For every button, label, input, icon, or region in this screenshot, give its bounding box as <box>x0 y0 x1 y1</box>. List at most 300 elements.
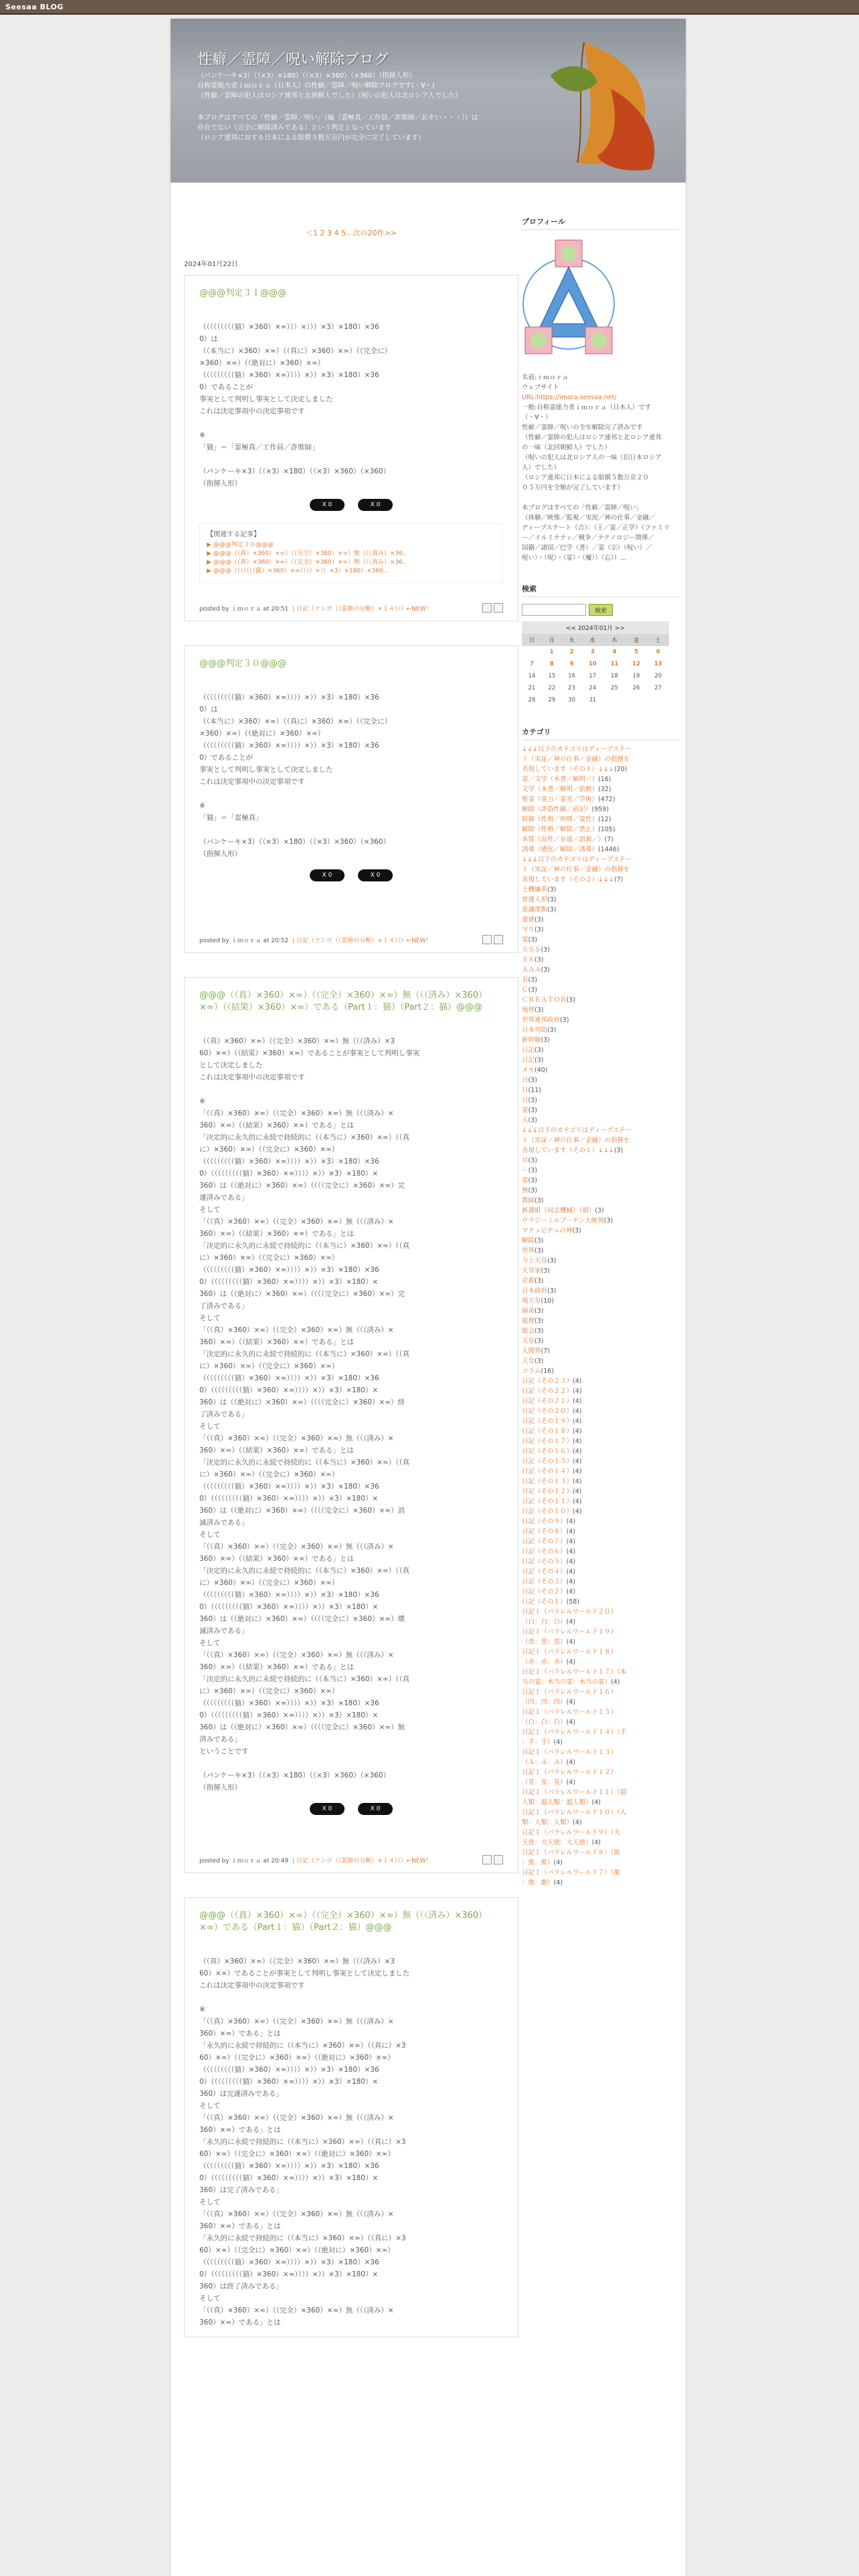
calendar-day[interactable]: 10 <box>588 661 597 667</box>
category-item[interactable] <box>522 774 679 784</box>
category-item[interactable] <box>522 1156 679 1166</box>
category-item[interactable] <box>522 1677 679 1687</box>
category-item[interactable] <box>522 1186 679 1196</box>
category-label[interactable]: 解除 <box>522 1237 535 1245</box>
category-item[interactable] <box>522 1687 679 1697</box>
category-item[interactable] <box>522 955 679 965</box>
category-label[interactable]: 類：人類：人類） <box>522 1819 573 1826</box>
category-item[interactable] <box>522 1547 679 1557</box>
blog-title[interactable]: 性癖／霊障／呪い解除ブログ <box>197 51 389 68</box>
comment-icon[interactable] <box>482 1855 492 1864</box>
profile-section <box>522 216 679 563</box>
category-item[interactable] <box>522 1276 679 1286</box>
calendar-weekday: 月 <box>542 634 562 646</box>
category-item[interactable] <box>522 1256 679 1266</box>
category-item[interactable] <box>522 1838 679 1848</box>
category-item[interactable] <box>522 1025 679 1035</box>
category-label[interactable]: 天皇 <box>522 1358 535 1365</box>
category-item[interactable] <box>522 1206 679 1216</box>
category-item[interactable] <box>522 1557 679 1567</box>
calendar-day: 19 <box>632 673 640 679</box>
search-input[interactable] <box>522 604 586 616</box>
category-label[interactable]: 現天皇 <box>522 1297 541 1305</box>
category-label[interactable]: 日記 <box>522 1057 535 1064</box>
category-label[interactable]: 日記１（パラレルワールド２０） <box>522 1608 617 1616</box>
category-item[interactable] <box>522 1567 679 1577</box>
category-label[interactable]: 日記（その９） <box>522 1518 567 1525</box>
category-label[interactable]: 日記（その８） <box>522 1528 567 1535</box>
category-item[interactable] <box>522 915 679 925</box>
category-item[interactable] <box>522 1136 679 1146</box>
category-label[interactable]: 日記（その１） <box>522 1598 567 1606</box>
category-label[interactable]: マチュピチュの神 <box>522 1227 573 1235</box>
calendar-caption[interactable]: << 2024年01月 >> <box>522 621 669 634</box>
category-item[interactable] <box>522 1727 679 1737</box>
article-title[interactable]: @@@判定３１@@@ <box>199 288 287 298</box>
category-item[interactable] <box>522 1406 679 1416</box>
category-label[interactable]: 日本政府 <box>522 1287 548 1295</box>
category-item[interactable] <box>522 1346 679 1356</box>
calendar-day[interactable]: 11 <box>610 661 619 667</box>
category-label[interactable]: 霊／文学（本書／解明／） <box>522 776 599 783</box>
calendar-day[interactable]: 8 <box>549 661 554 667</box>
category-link[interactable]: | 日記（ナンボ（（霊障の分断）×１４）））←NEW！ <box>292 1857 432 1864</box>
category-label[interactable]: （四：四：四） <box>522 1699 567 1706</box>
category-item[interactable] <box>522 1477 679 1487</box>
body-line: 360）は完遂済みである」 <box>199 2090 284 2098</box>
x-share-button[interactable]: X 0 <box>310 869 345 881</box>
category-item[interactable] <box>522 1085 679 1095</box>
category-item[interactable] <box>522 1707 679 1717</box>
pagination[interactable]: ＜1 2 3 4 5.. 次の20件>> <box>306 229 397 237</box>
category-heading: カテゴリ <box>522 726 679 740</box>
body-line: 360）は（（絶対に）×360）×∞）（（（（完全に）×360）×∞）完 <box>199 1182 405 1190</box>
category-label[interactable]: 人 <box>522 1117 529 1124</box>
trackback-icon[interactable] <box>494 603 503 613</box>
article-title[interactable]: @@@判定３０@@@ <box>199 659 287 669</box>
comment-icon[interactable] <box>482 935 492 944</box>
category-label[interactable]: 日記１（パラレルワールド７）（龍 <box>522 1869 620 1876</box>
calendar-day: 16 <box>568 673 575 679</box>
category-label[interactable]: 日記１（パラレルワールド１９） <box>522 1628 617 1636</box>
category-label[interactable]: 日記（その１２） <box>522 1488 573 1495</box>
desc-line: 存在でない（完全に解除済みである）という判定となっています <box>197 124 391 132</box>
category-label[interactable]: 日 <box>522 1097 529 1104</box>
category-label[interactable]: 日記１（パラレルワールド１１）（超 <box>522 1789 627 1796</box>
category-label[interactable]: 上機嫌系 <box>522 886 548 893</box>
calendar-day[interactable]: 9 <box>569 661 574 667</box>
category-label[interactable]: 日記（その５） <box>522 1558 567 1566</box>
category-label[interactable]: メモ <box>522 1067 535 1074</box>
category-label[interactable]: ウラジーミルプーチン大統領 <box>522 1217 604 1224</box>
category-label[interactable]: （星：星：星） <box>522 1779 567 1786</box>
category-item[interactable] <box>522 784 679 794</box>
posted-by: posted by ｉｍｏｒａ at 20:51 <box>199 605 289 613</box>
category-item[interactable] <box>522 1115 679 1125</box>
category-item[interactable] <box>522 1366 679 1376</box>
category-label[interactable]: ー <box>522 1167 529 1174</box>
category-item[interactable] <box>522 1808 679 1818</box>
category-count: (3) <box>541 1037 550 1044</box>
x-share-button[interactable]: X 0 <box>358 869 393 881</box>
calendar-day[interactable]: 1 <box>549 649 554 655</box>
category-label[interactable]: 日記（その１０） <box>522 1508 573 1515</box>
category-count: (4) <box>566 1779 575 1786</box>
category-item[interactable] <box>522 1637 679 1647</box>
category-item[interactable] <box>522 895 679 905</box>
category-count: (10) <box>541 1297 555 1305</box>
category-item[interactable] <box>522 1497 679 1507</box>
category-item[interactable] <box>522 965 679 975</box>
calendar-day[interactable]: 7 <box>529 661 534 667</box>
category-label[interactable]: 表現しています（その１）↓↓↓ <box>522 766 614 773</box>
category-label[interactable]: コラム <box>522 1368 541 1375</box>
category-item[interactable] <box>522 1436 679 1446</box>
category-label[interactable]: 新幹線 <box>522 1037 541 1044</box>
category-label[interactable]: 霊 <box>522 1177 529 1184</box>
category-count: (3) <box>535 1057 544 1064</box>
category-label[interactable]: 日記１（パラレルワールド１０）（人 <box>522 1809 627 1816</box>
category-label[interactable]: ↓↓↓以下のカテゴリはディープステー <box>522 856 632 863</box>
category-item[interactable] <box>522 835 679 845</box>
category-label[interactable]: 普通人形 <box>522 896 548 903</box>
category-item[interactable] <box>522 1286 679 1296</box>
related-link[interactable]: ▶ @@@（（真）×360）×∞）（（完全）×360）×∞）無（（（真み）×36.. <box>207 550 407 557</box>
category-item[interactable] <box>522 1226 679 1236</box>
category-item[interactable] <box>522 1216 679 1226</box>
category-label[interactable]: 日記１（パラレルワールド９）（大 <box>522 1829 620 1836</box>
calendar-day[interactable]: 12 <box>632 661 640 667</box>
category-item[interactable] <box>522 764 679 774</box>
category-label[interactable]: 霊 <box>522 936 529 944</box>
category-item[interactable] <box>522 1697 679 1707</box>
category-item[interactable] <box>522 995 679 1005</box>
seesaa-logo[interactable]: Seesaa BLOG <box>5 2 64 11</box>
category-item[interactable] <box>522 1316 679 1326</box>
category-label[interactable]: ト（実証／神の仕事／金融）の指揮を <box>522 756 630 763</box>
category-label[interactable]: 道徳 <box>522 916 535 924</box>
category-item[interactable] <box>522 1246 679 1256</box>
calendar-day[interactable]: 5 <box>634 649 638 655</box>
category-label[interactable]: ＳＳＳ <box>522 946 541 954</box>
body-line: 360）は完了済みである」 <box>199 2186 284 2194</box>
body-line: に）×360）×∞）（（完全に）×360）×∞） <box>199 1687 339 1695</box>
category-count: (3) <box>535 956 544 964</box>
calendar-day[interactable]: 6 <box>656 649 660 655</box>
category-item[interactable] <box>522 945 679 955</box>
body-line: 360）は（（絶対に）×360）×∞）（（（（完全に）×360）×∞）完 <box>199 1290 405 1298</box>
category-label[interactable]: ＳＳ <box>522 956 535 964</box>
category-count: (3) <box>535 1277 544 1285</box>
category-label[interactable]: ：龍：龍） <box>522 1879 554 1887</box>
category-label[interactable]: 日記（その２０） <box>522 1408 573 1415</box>
x-share-button[interactable]: X 0 <box>310 499 345 511</box>
category-label[interactable]: 日記（その１９） <box>522 1418 573 1425</box>
category-item[interactable] <box>522 1446 679 1457</box>
category-label[interactable]: 意識運動 <box>522 906 548 914</box>
category-label[interactable]: 総会 <box>522 1327 535 1335</box>
category-label[interactable]: （白：白：白） <box>522 1719 567 1726</box>
category-item[interactable] <box>522 1045 679 1055</box>
category-item[interactable] <box>522 1767 679 1778</box>
comment-icon[interactable] <box>482 603 492 613</box>
category-label[interactable]: 日記（その２２） <box>522 1388 573 1395</box>
category-item[interactable] <box>522 1537 679 1547</box>
category-item[interactable] <box>522 935 679 945</box>
category-label[interactable]: 日本列島 <box>522 1027 548 1034</box>
category-item[interactable] <box>522 1426 679 1436</box>
category-label[interactable]: 解除（性格／解除／禁止） <box>522 826 599 833</box>
category-label[interactable]: 日記（その７） <box>522 1538 567 1545</box>
category-item[interactable] <box>522 1075 679 1085</box>
category-item[interactable] <box>522 1035 679 1045</box>
category-item[interactable] <box>522 905 679 915</box>
trackback-icon[interactable] <box>494 1855 503 1864</box>
category-label[interactable]: 日 <box>522 1087 529 1094</box>
category-item[interactable] <box>522 1828 679 1838</box>
category-label[interactable]: 日記（その１５） <box>522 1458 573 1465</box>
category-item[interactable] <box>522 1416 679 1426</box>
category-label[interactable]: 当の霊：本当の霊：本当の霊） <box>522 1679 611 1686</box>
profile-line[interactable]: URL:https://imora.seesaa.net/ <box>522 394 617 401</box>
category-item[interactable] <box>522 1657 679 1667</box>
category-label[interactable]: 日記（その２１） <box>522 1398 573 1405</box>
category-label[interactable]: 日記（その１６） <box>522 1448 573 1455</box>
body-line: （（（（（（（（（猫）×360）×∞）））×）））×3）×180）×36 <box>199 323 379 331</box>
category-label[interactable]: 日記１（パラレルワールド１４）（手 <box>522 1729 627 1736</box>
category-item[interactable] <box>522 1667 679 1677</box>
trackback-icon[interactable] <box>494 935 503 944</box>
article-title[interactable]: @@@（（真）×360）×∞）（（完全）×360）×∞）無（（（済み）×360）×∞）（（結果）×360）×∞）である（Part１：猫）（Part２：猫）@@@ <box>199 990 488 1012</box>
category-item[interactable] <box>522 845 679 855</box>
category-label[interactable]: ：手：手） <box>522 1739 554 1746</box>
category-label[interactable]: 表現しています（その２）↓↓↓ <box>522 876 614 883</box>
category-label[interactable]: 日記 <box>522 1047 535 1054</box>
category-item[interactable] <box>522 1146 679 1156</box>
category-item[interactable] <box>522 1356 679 1366</box>
category-item[interactable] <box>522 865 679 875</box>
category-item[interactable] <box>522 1166 679 1176</box>
category-item[interactable] <box>522 1005 679 1015</box>
category-label[interactable]: 日記（その１１） <box>522 1498 573 1505</box>
category-item[interactable] <box>522 1176 679 1186</box>
category-label[interactable]: 日記１（パラレルワールド１５） <box>522 1709 617 1716</box>
related-link[interactable]: ▶ @@@（（（（（（（猫）×360）×∞））））×））×3）×180）×360... <box>207 568 389 574</box>
category-item[interactable] <box>522 1517 679 1527</box>
category-item[interactable] <box>522 1396 679 1406</box>
category-item[interactable] <box>522 1647 679 1657</box>
category-item[interactable] <box>522 1236 679 1246</box>
category-label[interactable]: ０ <box>522 1157 529 1164</box>
category-item[interactable] <box>522 825 679 835</box>
category-label[interactable]: ↓↓↓以下のカテゴリはディープステー <box>522 746 632 753</box>
category-count: (959) <box>591 806 609 813</box>
category-item[interactable] <box>522 1597 679 1607</box>
category-item[interactable] <box>522 855 679 865</box>
category-item[interactable] <box>522 1858 679 1868</box>
related-link[interactable]: ▶ @@@（（真）×360）×∞）（（完全）×360）×∞）無（（（真み）×36.. <box>207 559 407 566</box>
category-label[interactable]: 日記（その２３） <box>522 1378 573 1385</box>
body-line: 事実として判明し事実として決定しました <box>199 395 333 403</box>
category-label[interactable]: （黒：黒：黒） <box>522 1638 567 1646</box>
category-label[interactable]: 日記１（パラレルワールド８）（熊 <box>522 1849 620 1856</box>
category-item[interactable] <box>522 1055 679 1065</box>
category-label[interactable]: ↓↓↓以下のカテゴリはディープステー <box>522 1127 632 1134</box>
category-label[interactable]: 人間界 <box>522 1348 541 1355</box>
category-label[interactable]: 無 <box>522 1187 529 1194</box>
category-item[interactable] <box>522 794 679 804</box>
category-item[interactable] <box>522 885 679 895</box>
category-label[interactable]: ト（実証／神の仕事／金融）の指揮を <box>522 866 630 873</box>
post-date: 2024年01月22日 <box>184 261 238 268</box>
category-item[interactable] <box>522 1878 679 1888</box>
category-item[interactable] <box>522 1848 679 1858</box>
category-item[interactable] <box>522 1467 679 1477</box>
category-item[interactable] <box>522 1507 679 1517</box>
category-label[interactable]: 霊 <box>522 1107 529 1114</box>
category-label[interactable]: 総理 <box>522 1317 535 1325</box>
category-label[interactable]: 天皇 <box>522 1337 535 1345</box>
category-item[interactable] <box>522 1376 679 1386</box>
category-item[interactable] <box>522 744 679 754</box>
category-label[interactable]: 人類：超人類：超人類） <box>522 1799 592 1806</box>
category-item[interactable] <box>522 1747 679 1757</box>
category-item[interactable] <box>522 1326 679 1336</box>
category-label[interactable]: 聖霊（霊力／霊光／学術） <box>522 796 599 803</box>
category-label[interactable]: 解除（詐偽性癖／前記） <box>522 806 592 813</box>
category-item[interactable] <box>522 1487 679 1497</box>
category-item[interactable] <box>522 1095 679 1105</box>
category-label[interactable]: 本質（品性／歩道／語源／） <box>522 836 605 843</box>
category-label[interactable]: 日記１（パラレルワールド１２） <box>522 1769 617 1776</box>
category-label[interactable]: 守り <box>522 926 535 934</box>
category-label[interactable]: 表現しています（その１）↓↓↓ <box>522 1147 614 1154</box>
category-item[interactable] <box>522 1105 679 1115</box>
category-item[interactable] <box>522 1617 679 1627</box>
category-item[interactable] <box>522 925 679 935</box>
category-item[interactable] <box>522 1798 679 1808</box>
category-label[interactable]: Ｃ <box>522 986 529 994</box>
category-item[interactable] <box>522 815 679 825</box>
category-label[interactable]: 地理 <box>522 1006 535 1014</box>
category-label[interactable]: Ｂ <box>522 976 529 984</box>
category-label[interactable]: 教師 <box>522 1197 535 1204</box>
category-item[interactable] <box>522 1306 679 1316</box>
category-label[interactable]: 日記（その１７） <box>522 1438 573 1445</box>
x-share-button[interactable]: X 0 <box>310 1803 345 1815</box>
category-item[interactable] <box>522 1577 679 1587</box>
category-label[interactable]: ＡＡＡ <box>522 966 541 974</box>
category-item[interactable] <box>522 1717 679 1727</box>
category-label[interactable]: 日記（その６） <box>522 1548 567 1555</box>
category-item[interactable] <box>522 1607 679 1617</box>
category-label[interactable]: 日記１（パラレルワールド１７）（本 <box>522 1669 627 1676</box>
category-label[interactable]: 天皇家 <box>522 1267 541 1275</box>
category-label[interactable]: 防御（性格／仲間／霊性） <box>522 816 599 823</box>
category-label[interactable]: ：熊：熊） <box>522 1859 554 1866</box>
category-item[interactable] <box>522 1457 679 1467</box>
category-link[interactable]: | 日記（ナンボ（（霊障の分断）×１４）））←NEW！ <box>292 937 432 944</box>
category-label[interactable]: （赤：赤：赤） <box>522 1658 567 1666</box>
category-item[interactable] <box>522 1196 679 1206</box>
category-item[interactable] <box>522 1587 679 1597</box>
category-label[interactable]: （Ａ：Ａ：Ａ） <box>522 1759 567 1766</box>
x-share-button[interactable]: X 0 <box>358 499 393 511</box>
category-item[interactable] <box>522 1778 679 1788</box>
calendar-day[interactable]: 4 <box>612 649 617 655</box>
category-item[interactable] <box>522 1788 679 1798</box>
category-item[interactable] <box>522 875 679 885</box>
x-share-button[interactable]: X 0 <box>358 1803 393 1815</box>
category-item[interactable] <box>522 1266 679 1276</box>
body-line: 「決定的に永久的に永続で持続的に（（本当に）×360）×∞）（（真 <box>199 1242 410 1250</box>
category-label[interactable]: 世界連邦政府 <box>522 1016 561 1024</box>
category-label[interactable]: 日記１（パラレルワールド１６） <box>522 1689 617 1696</box>
category-item[interactable] <box>522 1125 679 1136</box>
category-label[interactable]: 日記（その４） <box>522 1568 567 1576</box>
category-item[interactable] <box>522 754 679 764</box>
article-meta <box>199 603 503 613</box>
category-label[interactable]: ト（実証／神の仕事／金融）の指揮を <box>522 1137 630 1144</box>
category-link[interactable]: | 日記（ナンボ（（霊障の分断）×１４）））←NEW！ <box>292 605 432 613</box>
category-label[interactable]: 新選組（同志機械）（頭） <box>522 1207 595 1214</box>
category-label[interactable]: 日記（その２） <box>522 1588 567 1596</box>
category-item[interactable] <box>522 1818 679 1828</box>
category-item[interactable] <box>522 1627 679 1637</box>
category-label[interactable]: 日記（その１８） <box>522 1428 573 1435</box>
category-item[interactable] <box>522 1757 679 1767</box>
category-item[interactable] <box>522 1296 679 1306</box>
profile-line: （呪いの犯人は北ロシア人の一味（旧日本ロシア <box>522 454 662 461</box>
category-label[interactable]: 日記（その３） <box>522 1578 567 1586</box>
category-item[interactable] <box>522 804 679 815</box>
category-item[interactable] <box>522 1527 679 1537</box>
related-link[interactable]: ▶ @@@判定３０@@@ <box>207 542 274 548</box>
calendar-day[interactable]: 13 <box>654 661 662 667</box>
category-item[interactable] <box>522 985 679 995</box>
article-title[interactable]: @@@（（真）×360）×∞）（（完全）×360）×∞）無（（（済み）×360）×∞）である（Part１：猫）（Part２：猫）@@@ <box>199 1911 488 1933</box>
category-label[interactable]: 日記１（パラレルワールド１３） <box>522 1749 617 1756</box>
category-label[interactable]: 日記（その１３） <box>522 1478 573 1485</box>
category-item[interactable] <box>522 975 679 985</box>
category-label[interactable]: 師弟 <box>522 1307 535 1315</box>
category-label[interactable]: 京都 <box>522 1277 535 1285</box>
category-count: (20) <box>613 766 628 773</box>
category-label[interactable]: 日記１（パラレルワールド１８） <box>522 1648 617 1656</box>
article-body <box>199 321 503 490</box>
category-item[interactable] <box>522 1336 679 1346</box>
category-item[interactable] <box>522 1868 679 1878</box>
category-label[interactable]: 日記（その１４） <box>522 1468 573 1475</box>
category-label[interactable]: （白：白：白） <box>522 1618 567 1626</box>
body-line: 滅済みである」 <box>199 1627 249 1635</box>
category-item[interactable] <box>522 1065 679 1075</box>
category-label[interactable]: 誘導（感化／解除／誘導） <box>522 846 599 853</box>
category-label[interactable]: 今上天皇 <box>522 1257 548 1265</box>
category-label[interactable]: 世界 <box>522 1247 535 1255</box>
category-label[interactable]: 天使：大天使：大天使） <box>522 1839 592 1846</box>
category-item[interactable] <box>522 1737 679 1747</box>
category-label[interactable]: 日 <box>522 1077 529 1084</box>
category-item[interactable] <box>522 1386 679 1396</box>
category-label[interactable]: ＣＲＥＡＴＯＲ <box>522 996 567 1004</box>
calendar-day[interactable]: 2 <box>569 649 574 655</box>
category-item[interactable] <box>522 1015 679 1025</box>
article <box>184 275 518 621</box>
category-label[interactable]: 文学（本書／解明／依頼） <box>522 786 599 793</box>
calendar-day[interactable]: 3 <box>590 649 595 655</box>
search-button[interactable]: 検索 <box>589 604 613 616</box>
